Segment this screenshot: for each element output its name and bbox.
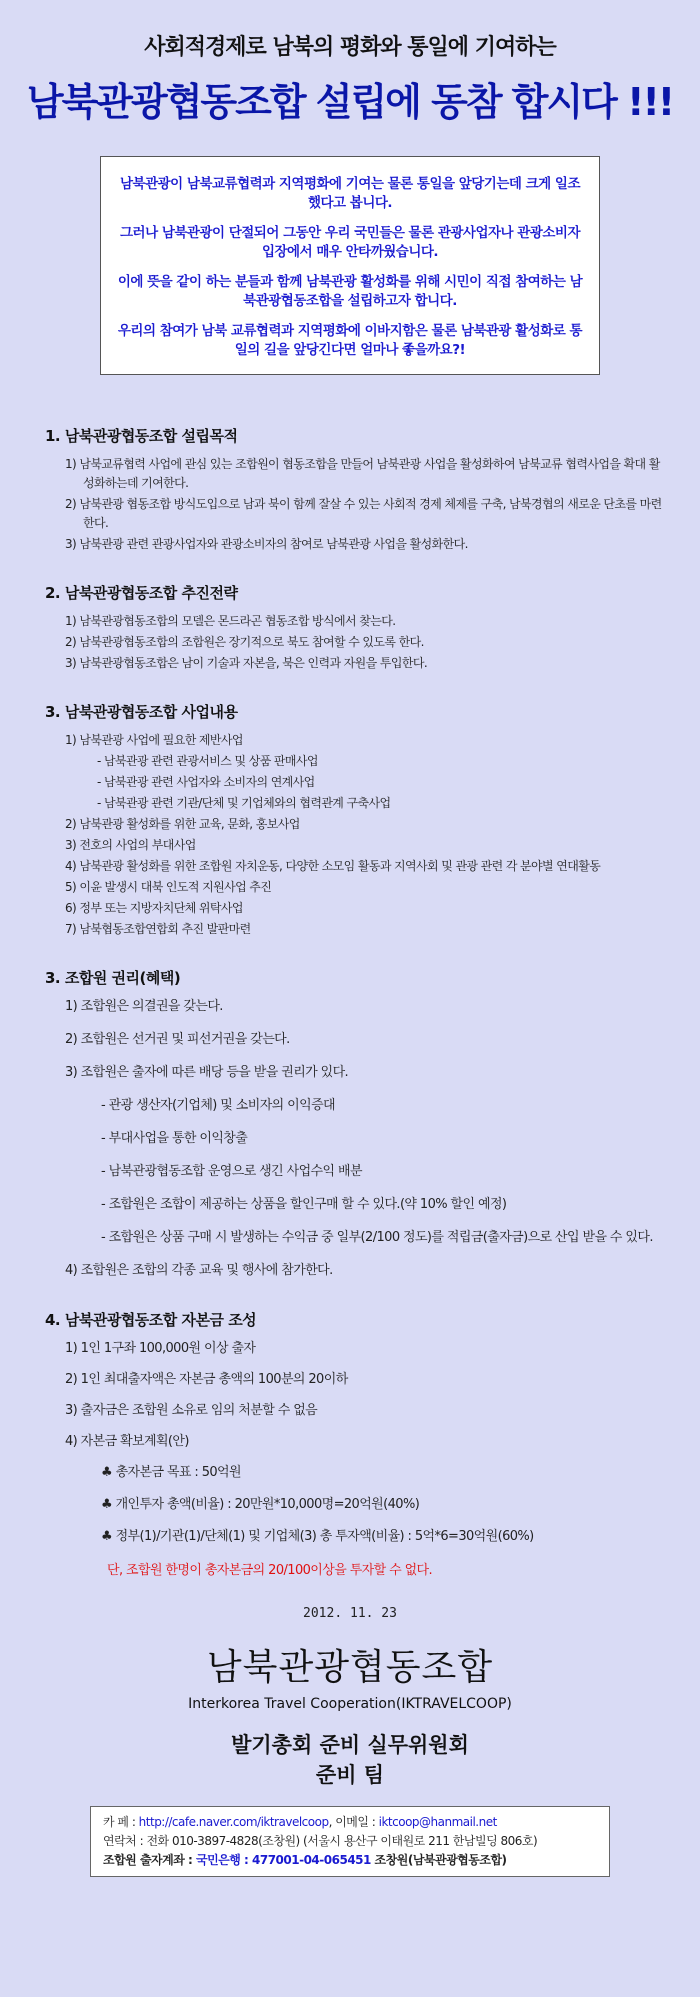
account-owner: 조창원(남북관광협동조합) bbox=[370, 1853, 507, 1867]
sub-item: - 부대사업을 통한 이익창출 bbox=[101, 1131, 248, 1146]
list-item: 2) 남북관광 협동조합 방식도입으로 남과 북이 함께 잘살 수 있는 사회적 경제 체제를 구축, 남북경협의 새로운 단초를 마련한다. bbox=[65, 497, 662, 530]
contact-line-account bbox=[103, 1851, 597, 1870]
plan-item: ♣ 개인투자 총액(비율) : 20만원*10,000명=20억원(40%) bbox=[101, 1497, 420, 1512]
intro-paragraph: 이에 뜻을 같이 하는 분들과 함께 남북관광 활성화를 위해 시민이 직접 참여하는 남북관광협동조합을 설립하고자 합니다. bbox=[117, 274, 583, 309]
sub-item: - 남북관광 관련 기관/단체 및 기업체와의 협력관계 구축사업 bbox=[97, 796, 391, 810]
list-item: 6) 정부 또는 지방자치단체 위탁사업 bbox=[65, 901, 243, 915]
contact-box bbox=[90, 1806, 610, 1877]
list-item: 7) 남북협동조합연합회 추진 발판마련 bbox=[65, 922, 251, 936]
warning-note: 단, 조합원 한명이 총자본금의 20/100이상을 투자할 수 없다. bbox=[107, 1563, 433, 1578]
list-item: 3) 전호의 사업의 부대사업 bbox=[65, 838, 196, 852]
list-item: 2) 남북관광협동조합의 조합원은 장기적으로 북도 참여할 수 있도록 한다. bbox=[65, 635, 424, 649]
list-item: 3) 조합원은 출자에 따른 배당 등을 받을 권리가 있다. bbox=[65, 1065, 349, 1080]
date: 2012. 11. 23 bbox=[303, 1606, 397, 1621]
plan-item: ♣ 정부(1)/기관(1)/단체(1) 및 기업체(3) 총 투자액(비율) : 5억*6=30억원(60%) bbox=[101, 1529, 534, 1544]
page-title: 남북관광협동조합 설립에 동참 합시다 !!! bbox=[26, 80, 674, 124]
plan-item: ♣ 총자본금 목표 : 50억원 bbox=[101, 1465, 241, 1480]
section-member-rights bbox=[45, 967, 670, 1281]
contact-line-web bbox=[103, 1813, 597, 1832]
cafe-link[interactable]: http://cafe.naver.com/iktravelcoop bbox=[138, 1815, 329, 1829]
list-item: 2) 남북관광 활성화를 위한 교육, 문화, 홍보사업 bbox=[65, 817, 300, 831]
section-title: 3. 조합원 권리(혜택) bbox=[45, 969, 181, 987]
list-item: 2) 1인 최대출자액은 자본금 총액의 100분의 20이하 bbox=[65, 1372, 348, 1387]
section-purpose bbox=[45, 425, 670, 554]
account-label: 조합원 출자계좌 : bbox=[103, 1853, 196, 1867]
section-title: 3. 남북관광협동조합 사업내용 bbox=[45, 703, 238, 721]
sub-item: - 남북관광 관련 관광서비스 및 상품 판매사업 bbox=[97, 754, 318, 768]
list-item: 1) 남북관광 사업에 필요한 제반사업 bbox=[65, 733, 243, 747]
cafe-label: 카 페 : bbox=[103, 1815, 139, 1829]
list-item: 1) 남북관광협동조합의 모델은 몬드라곤 협동조합 방식에서 찾는다. bbox=[65, 614, 396, 628]
list-item: 4) 남북관광 활성화를 위한 조합원 자치운동, 다양한 소모임 활동과 지역사회 및 관광 관련 각 분야별 연대활동 bbox=[65, 859, 601, 873]
org-name-korean: 남북관광협동조합 bbox=[206, 1647, 494, 1688]
contact-line-phone: 연락처 : 전화 010-3897-4828(조창원) (서울시 용산구 이태원로 211 한남빌딩 806호) bbox=[103, 1834, 538, 1848]
section-title: 2. 남북관광협동조합 추진전략 bbox=[45, 584, 238, 602]
intro-paragraph: 그러나 남북관광이 단절되어 그동안 우리 국민들은 물론 관광사업자나 관광소비자 입장에서 매우 안타까웠습니다. bbox=[120, 225, 580, 260]
account-number: 국민은행 : 477001-04-065451 bbox=[195, 1853, 371, 1867]
org-name-english: Interkorea Travel Cooperation(IKTRAVELCOOP) bbox=[188, 1696, 512, 1712]
sub-item: - 남북관광협동조합 운영으로 생긴 사업수익 배분 bbox=[101, 1164, 362, 1179]
list-item: 3) 남북관광 관련 관광사업자와 관광소비자의 참여로 남북관광 사업을 활성화한다. bbox=[65, 537, 468, 551]
sub-item: - 조합원은 조합이 제공하는 상품을 할인구매 할 수 있다.(약 10% 할인 예정) bbox=[101, 1197, 507, 1212]
list-item: 1) 조합원은 의결권을 갖는다. bbox=[65, 999, 223, 1014]
email-label: , 이메일 : bbox=[328, 1815, 379, 1829]
section-capital bbox=[45, 1309, 670, 1578]
section-strategy bbox=[45, 582, 670, 673]
intro-box bbox=[100, 156, 600, 375]
list-item: 1) 1인 1구좌 100,000원 이상 출자 bbox=[65, 1341, 256, 1356]
prep-committee: 발기총회 준비 실무위원회 bbox=[231, 1733, 469, 1757]
sub-item: - 남북관광 관련 사업자와 소비자의 연계사업 bbox=[97, 775, 315, 789]
sub-item: - 조합원은 상품 구매 시 발생하는 수익금 중 일부(2/100 정도)를 적립금(출자금)으로 산입 받을 수 있다. bbox=[101, 1230, 653, 1245]
sections bbox=[0, 425, 700, 1578]
list-item: 3) 출자금은 조합원 소유로 임의 처분할 수 없음 bbox=[65, 1403, 318, 1418]
prep-team: 준비 팀 bbox=[315, 1763, 385, 1787]
list-item: 5) 이윤 발생시 대북 인도적 지원사업 추진 bbox=[65, 880, 272, 894]
list-item: 4) 자본금 확보계획(안) bbox=[65, 1434, 189, 1449]
sub-item: - 관광 생산자(기업체) 및 소비자의 이익증대 bbox=[101, 1098, 335, 1113]
list-item: 4) 조합원은 조합의 각종 교육 및 행사에 참가한다. bbox=[65, 1263, 333, 1278]
email-link[interactable]: iktcoop@hanmail.net bbox=[378, 1815, 497, 1829]
list-item: 1) 남북교류협력 사업에 관심 있는 조합원이 협동조합을 만들어 남북관광 사업을 활성화하여 남북교류 협력사업을 확대 활성화하는데 기여한다. bbox=[65, 457, 660, 490]
list-item: 2) 조합원은 선거권 및 피선거권을 갖는다. bbox=[65, 1032, 290, 1047]
intro-paragraph: 남북관광이 남북교류협력과 지역평화에 기여는 물론 통일을 앞당기는데 크게 일조했다고 봅니다. bbox=[120, 176, 580, 211]
intro-paragraph: 우리의 참여가 남북 교류협력과 지역평화에 이바지함은 물론 남북관광 활성화로 통일의 길을 앞당긴다면 얼마나 좋을까요?! bbox=[117, 323, 583, 358]
section-title: 4. 남북관광협동조합 자본금 조성 bbox=[45, 1311, 257, 1329]
section-title: 1. 남북관광협동조합 설립목적 bbox=[45, 427, 238, 445]
section-business bbox=[45, 701, 670, 939]
list-item: 3) 남북관광협동조합은 남이 기술과 자본을, 북은 인력과 자원을 투입한다. bbox=[65, 656, 428, 670]
page-subtitle: 사회적경제로 남북의 평화와 통일에 기여하는 bbox=[144, 35, 556, 60]
